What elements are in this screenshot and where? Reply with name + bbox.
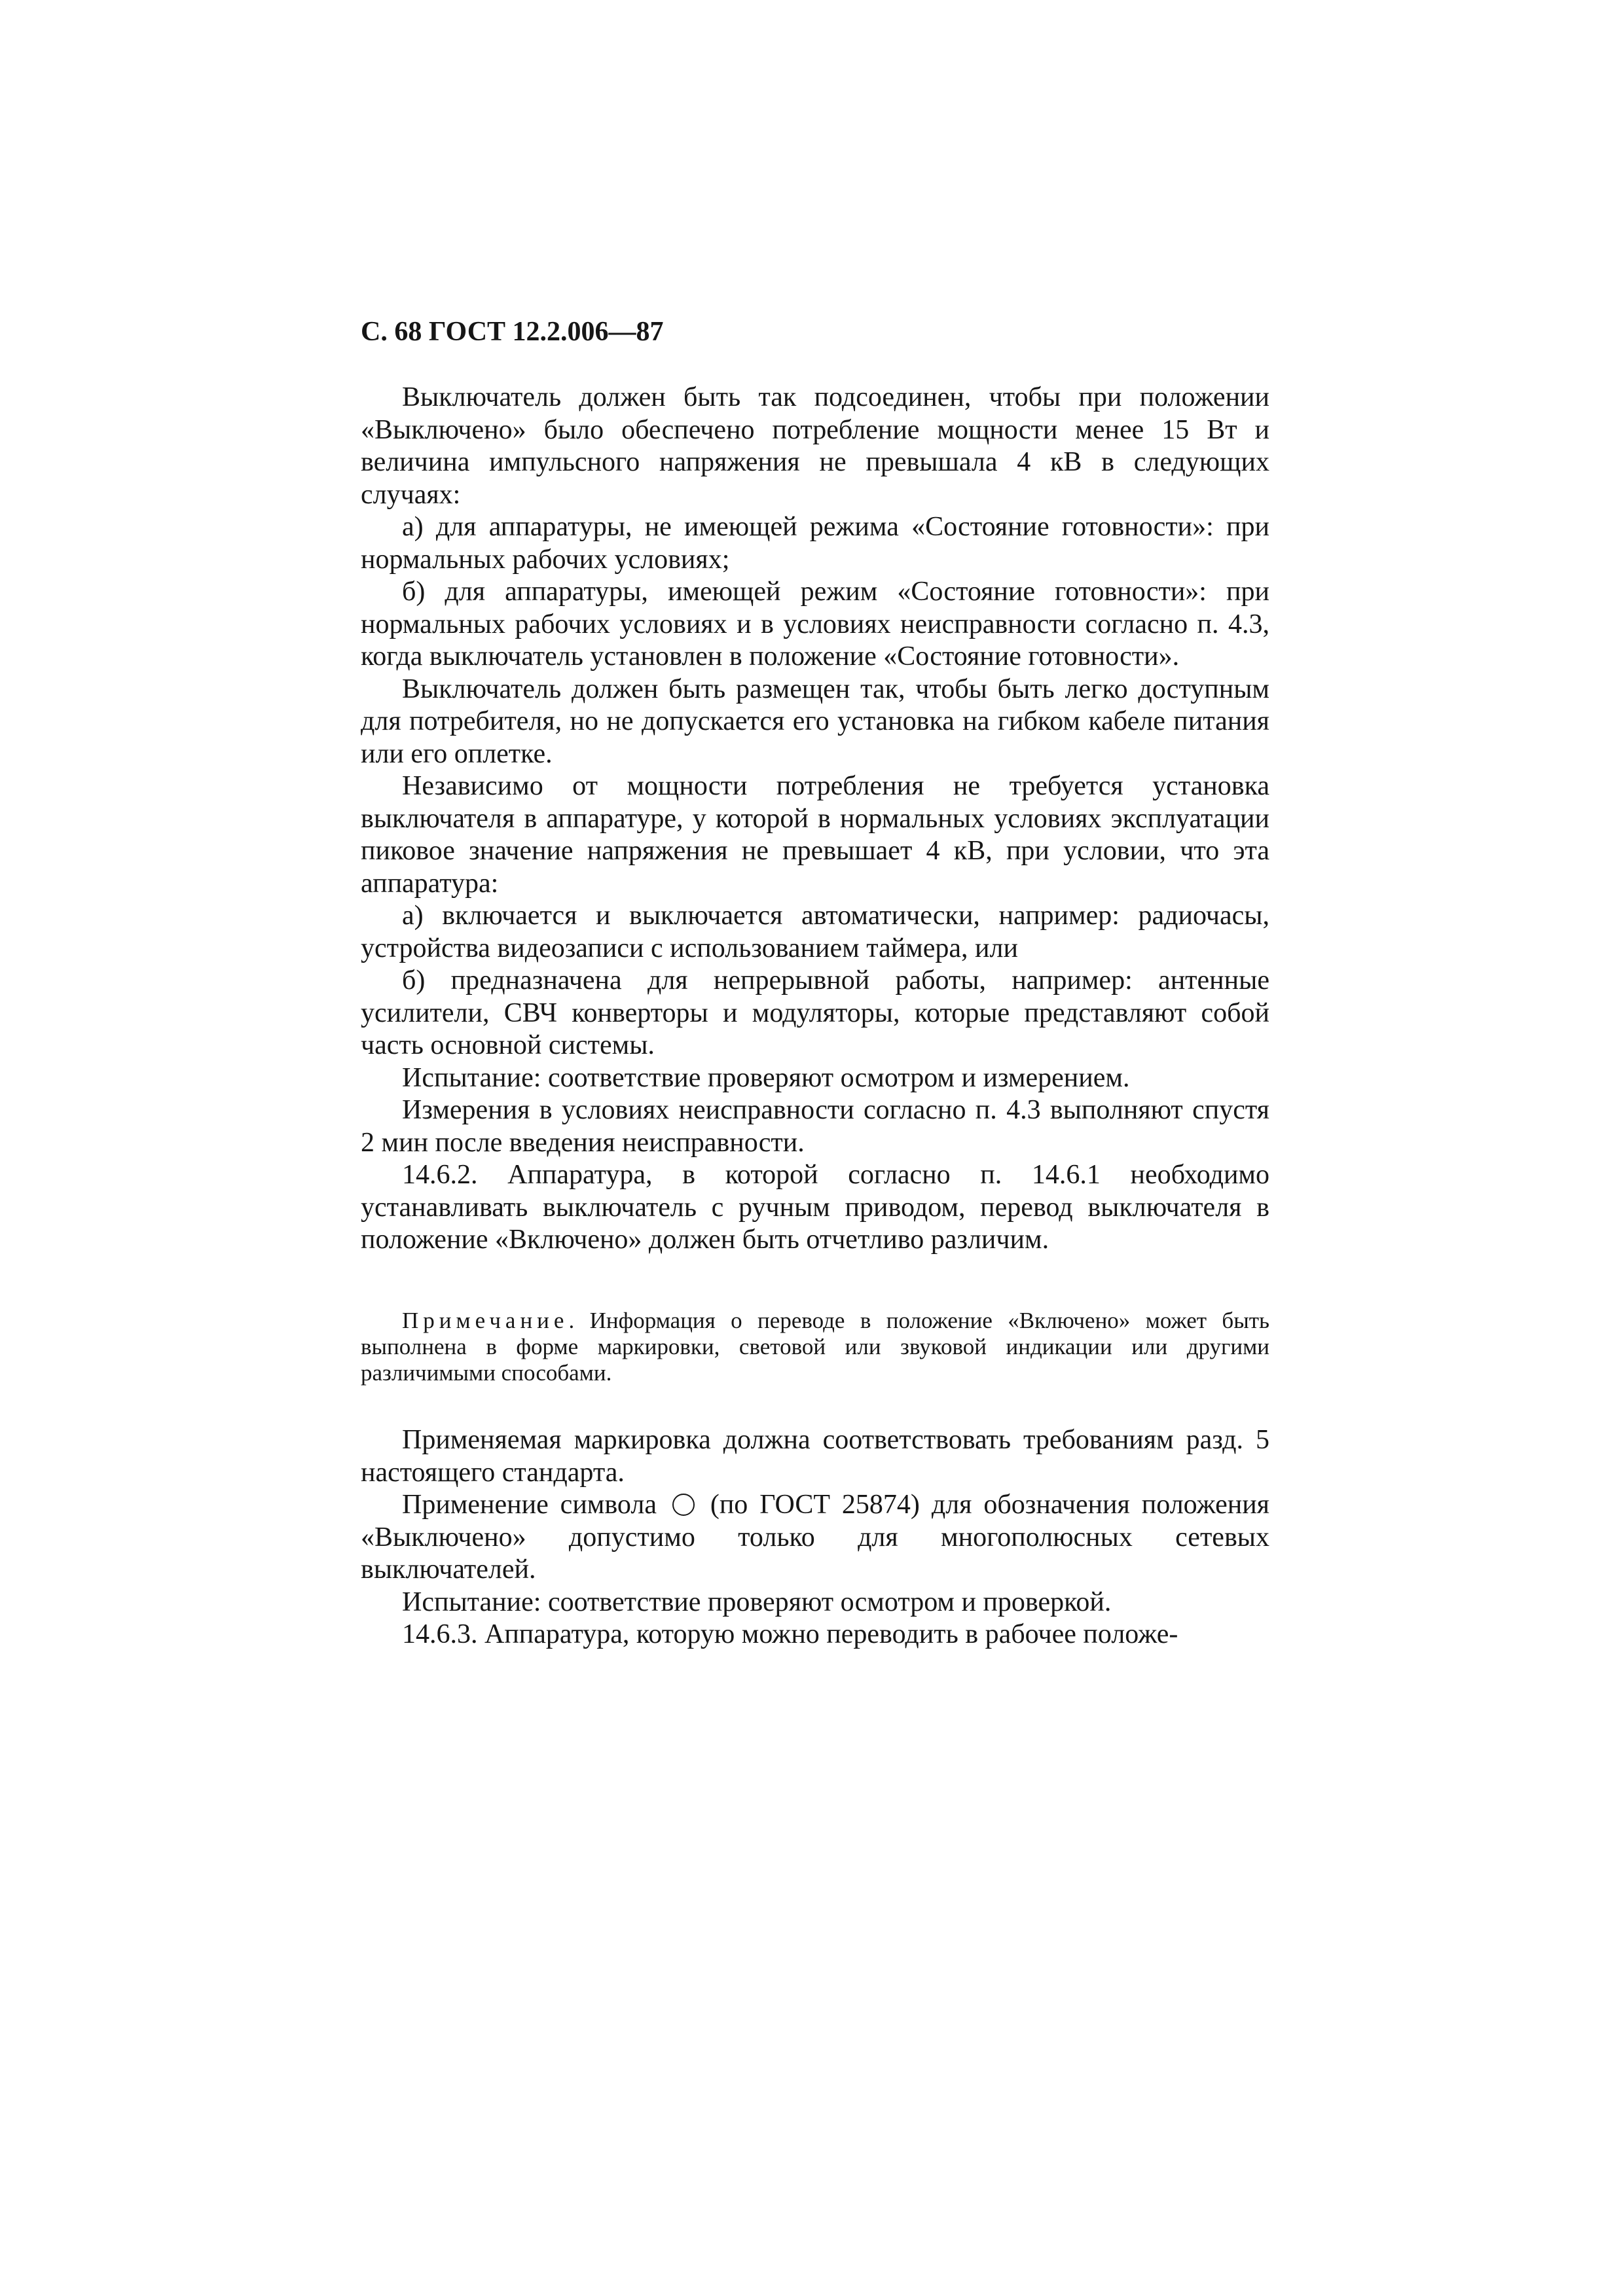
symbol-text-before: Применение символа	[402, 1490, 657, 1520]
list-item-a: а) для аппаратуры, не имеющей режима «Состояние готовности»: при нормальных рабочих условиях;	[361, 512, 1269, 575]
paragraph-symbol	[361, 1489, 1269, 1587]
page-header: С. 68 ГОСТ 12.2.006—87	[361, 317, 664, 347]
symbol-text-after: (по ГОСТ 25874) для обозначения положения «Выключено» допустимо только для многополюсных сетевых выключателей.	[361, 1490, 1269, 1585]
paragraph: Применяемая маркировка должна соответствовать требованиям разд. 5 настоящего стандарта.	[361, 1425, 1269, 1488]
note-label: Примечание	[402, 1308, 569, 1333]
note	[361, 1308, 1269, 1386]
body-text-top	[361, 382, 1269, 1257]
list-item-b: б) предназначена для непрерывной работы, например: антенные усилители, СВЧ конверторы и модуляторы, которые представляют собой часть основной системы.	[361, 965, 1269, 1060]
paragraph: Испытание: соответствие проверяют осмотром и проверкой.	[402, 1587, 1112, 1617]
note-text: . Информация о переводе в положение «Включено» может быть выполнена в форме маркировки, световой или звуковой индикации или другими различимыми способами.	[361, 1308, 1269, 1386]
list-item-a: а) включается и выключается автоматически, например: радиочасы, устройства видеозаписи с использованием таймера, или	[361, 901, 1269, 963]
paragraph: Испытание: соответствие проверяют осмотром и измерением.	[402, 1062, 1130, 1093]
clause-14-6-2: 14.6.2. Аппаратура, в которой согласно п. 14.6.1 необходимо устанавливать выключатель с ручным приводом, перевод выключателя в положение «Включено» должен быть отчетливо различим.	[361, 1160, 1269, 1255]
paragraph: Выключатель должен быть размещен так, чтобы быть легко доступным для потребителя, но не допускается его установка на гибком кабеле питания или его оплетке.	[361, 673, 1269, 769]
paragraph: Независимо от мощности потребления не требуется установка выключателя в аппаратуре, у которой в нормальных условиях эксплуатации пиковое значение напряжения не превышает 4 кВ, при условии, что эта аппаратура:	[361, 771, 1269, 899]
circle-icon	[672, 1494, 695, 1516]
list-item-b: б) для аппаратуры, имеющей режим «Состояние готовности»: при нормальных рабочих условиях и в условиях неисправности согласно п. 4.3, когда выключатель установлен в положение «Состояние готовности».	[361, 577, 1269, 672]
body-text-bottom	[361, 1424, 1269, 1651]
paragraph: Выключатель должен быть так подсоединен, чтобы при положении «Выключено» было обеспечено потребление мощности менее 15 Вт и величина импульсного напряжения не превышала 4 кВ в следующих случаях:	[361, 382, 1269, 510]
paragraph: Измерения в условиях неисправности согласно п. 4.3 выполняют спустя 2 мин после введения неисправности.	[361, 1095, 1269, 1158]
clause-14-6-3: 14.6.3. Аппаратура, которую можно переводить в рабочее положе-	[402, 1619, 1178, 1649]
